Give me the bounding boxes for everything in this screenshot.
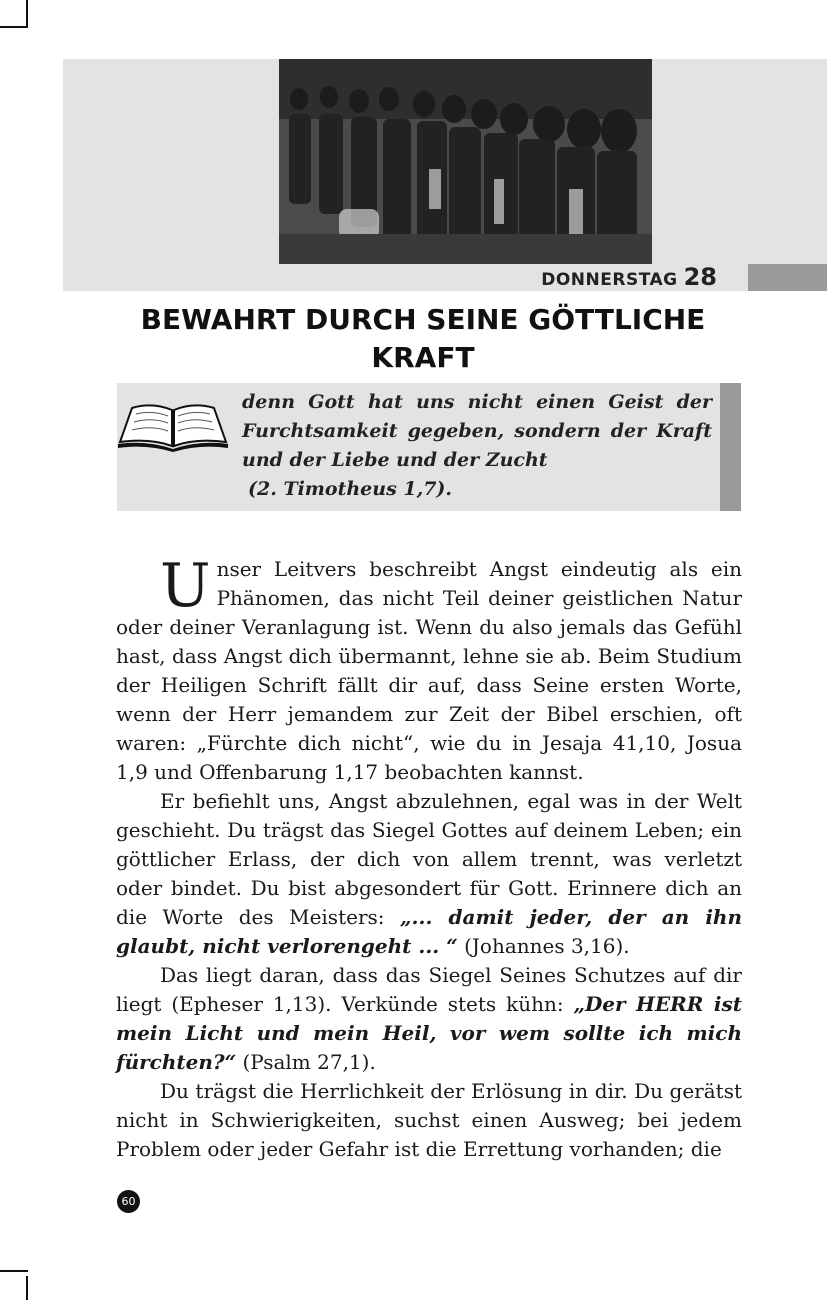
crop-mark-bottom-horizontal: [0, 1270, 28, 1272]
paragraph-1: [116, 551, 742, 787]
paragraph-2-start: Er befiehlt uns, Angst abzulehnen, egal was in der Welt geschieht. Du trägst das Siegel Gottes auf deinem Leben; ein göttlicher Erlass, der dich von allem trennt, was verletzt oder bindet. Du bist abgesondert für Gott. Erinnere dich an die Worte des Meisters:: [116, 789, 742, 929]
verse-accent-bar: [720, 383, 741, 511]
verse-text: [242, 388, 712, 504]
page-number: 60: [117, 1190, 140, 1213]
open-book-icon: [116, 398, 230, 452]
verse-reference: (2. Timotheus 1,7).: [248, 478, 453, 500]
devotional-body: [116, 551, 742, 1164]
day-label: [541, 264, 717, 291]
paragraph-2-end: (Johannes 3,16).: [457, 934, 630, 958]
crop-mark-bottom-vertical: [26, 1276, 28, 1300]
crop-mark-top-vertical: [26, 0, 28, 28]
paragraph-1-text: nser Leitvers beschreibt Angst eindeutig als ein Phänomen, das nicht Teil deiner geistlichen Natur oder deiner Veranlagung ist. Wenn du also jemals das Gefühl hast, dass Angst dich übermannt, lehne sie ab. Beim Studium der Heiligen Schrift fällt dir auf, dass Seine ersten Worte, wenn der Herr jemandem zur Zeit der Bibel erschien, oft waren: „Fürchte dich nicht“, wie du in Jesaja 41,10, Josua 1,9 und Offenbarung 1,17 beobachten kannst.: [116, 557, 742, 784]
day-accent-bar: [748, 264, 827, 291]
congregation-photo: [279, 59, 652, 264]
day-name: DONNERSTAG: [541, 270, 678, 290]
title-line-1: BEWAHRT DURCH SEINE GÖTTLICHE: [140, 303, 706, 336]
paragraph-3-start: Das liegt daran, dass das Siegel Seines Schutzes auf dir liegt (Epheser 1,13). Verkünde stets kühn:: [116, 963, 742, 1016]
page-title: [63, 301, 783, 377]
drop-cap: U: [160, 551, 211, 621]
paragraph-3-end: (Psalm 27,1).: [236, 1050, 376, 1074]
paragraph-2: [116, 787, 742, 961]
day-number: 28: [683, 263, 717, 291]
paragraph-3-quote: „Der HERR ist mein Licht und mein Heil, vor wem sollte ich mich fürchten?“: [116, 992, 742, 1074]
paragraph-3: [116, 961, 742, 1077]
crop-mark-top-horizontal: [0, 26, 28, 28]
verse-body: denn Gott hat uns nicht einen Geist der Furchtsamkeit gegeben, sondern der Kraft und der Liebe und der Zucht: [242, 391, 712, 471]
title-line-2: KRAFT: [371, 341, 475, 374]
paragraph-4: Du trägst die Herrlichkeit der Erlösung in dir. Du gerätst nicht in Schwierigkeiten, suchst einen Ausweg; bei jedem Problem oder jeder Gefahr ist die Errettung vorhanden; die: [116, 1079, 742, 1161]
paragraph-2-quote: „... damit jeder, der an ihn glaubt, nicht verlorengeht ... “: [116, 905, 742, 958]
